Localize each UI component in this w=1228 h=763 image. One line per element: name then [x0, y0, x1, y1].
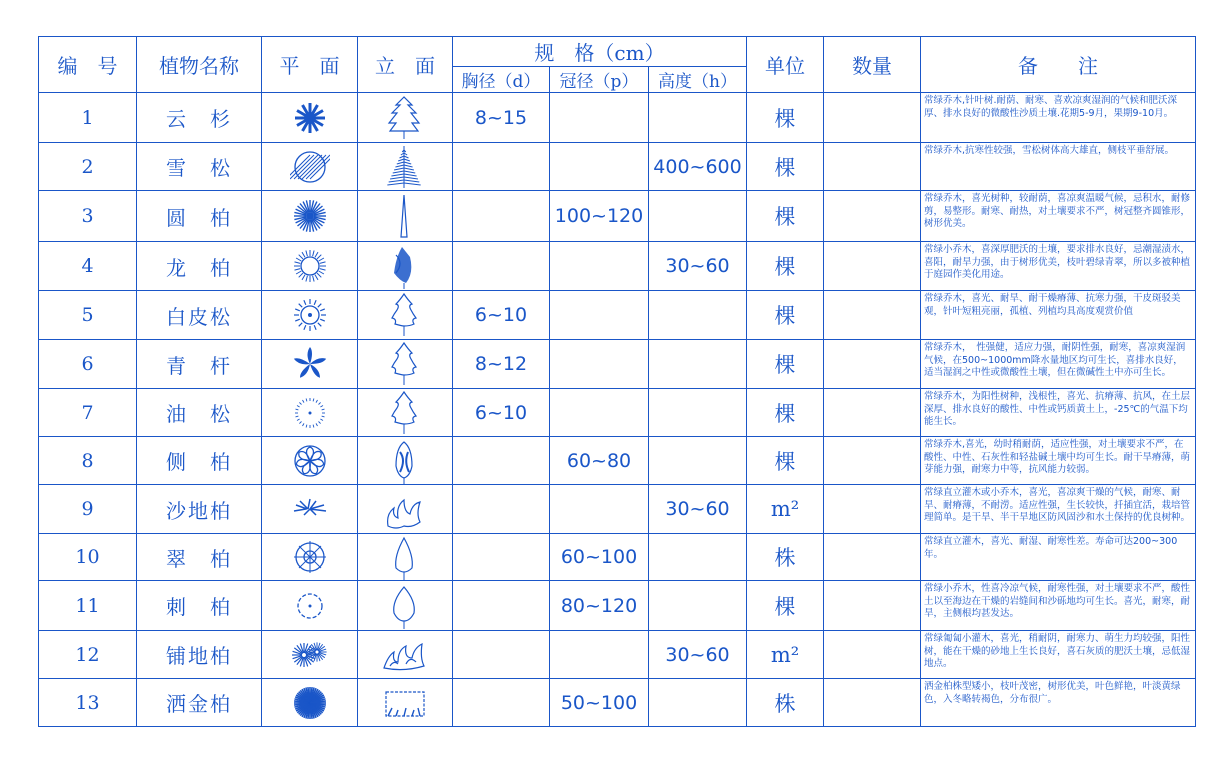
height-value	[649, 679, 747, 727]
height-value	[649, 340, 747, 389]
plant-name: 洒金柏	[137, 679, 262, 727]
row-number: 11	[39, 581, 137, 631]
header-code: 编 号	[39, 37, 137, 93]
elevation-symbol	[358, 191, 453, 242]
header-remark: 备 注	[921, 37, 1196, 93]
pinwheel-icon	[262, 344, 357, 384]
plan-symbol	[262, 93, 358, 143]
unit-value: 株	[747, 679, 824, 727]
dbh-value	[453, 631, 550, 679]
plan-symbol	[262, 191, 358, 242]
quantity-value	[824, 291, 921, 340]
fir-outline-icon	[358, 341, 452, 387]
dbh-value	[453, 485, 550, 534]
quantity-value	[824, 581, 921, 631]
hatched-circle-icon	[262, 147, 357, 187]
pine-sketch-icon	[358, 390, 452, 436]
oval-crown-icon	[358, 583, 452, 629]
unit-value: 棵	[747, 191, 824, 242]
header-spec: 规 格（cm）	[453, 37, 747, 67]
spiky-circle-icon	[262, 246, 357, 286]
unit-value: 棵	[747, 340, 824, 389]
unit-value: 棵	[747, 437, 824, 485]
spruce-tree-icon	[358, 95, 452, 141]
crown-value: 80~120	[550, 581, 649, 631]
dbh-value: 8~15	[453, 93, 550, 143]
crown-value: 60~80	[550, 437, 649, 485]
dbh-value	[453, 242, 550, 291]
height-value	[649, 389, 747, 437]
crown-value: 60~100	[550, 534, 649, 581]
remark-text: 常绿乔木,抗寒性较强，雪松树体高大雄直，侧枝平垂舒展。	[921, 143, 1196, 191]
row-number: 3	[39, 191, 137, 242]
table-row	[39, 242, 1196, 291]
plan-symbol	[262, 437, 358, 485]
unit-value: 棵	[747, 143, 824, 191]
quantity-value	[824, 340, 921, 389]
table-row	[39, 581, 1196, 631]
flower-circle-icon	[262, 441, 357, 481]
plan-symbol	[262, 679, 358, 727]
height-value	[649, 191, 747, 242]
ring-star-icon	[262, 295, 357, 335]
header-dbh: 胸径（d）	[453, 67, 550, 93]
row-number: 2	[39, 143, 137, 191]
quantity-value	[824, 679, 921, 727]
plant-name: 刺 柏	[137, 581, 262, 631]
quantity-value	[824, 437, 921, 485]
crown-value	[550, 389, 649, 437]
elevation-symbol	[358, 581, 453, 631]
height-value: 30~60	[649, 631, 747, 679]
table-row	[39, 291, 1196, 340]
remark-text: 洒金柏株型矮小，枝叶茂密，树形优美，叶色鲜艳，叶淡黄绿色，入冬略转褐色，分布很广。	[921, 679, 1196, 727]
dotted-circle-icon	[262, 393, 357, 433]
height-value: 400~600	[649, 143, 747, 191]
dbh-value: 6~10	[453, 389, 550, 437]
height-value	[649, 581, 747, 631]
plan-symbol	[262, 143, 358, 191]
table-row	[39, 340, 1196, 389]
plant-name: 云 杉	[137, 93, 262, 143]
elevation-symbol	[358, 679, 453, 727]
elevation-symbol	[358, 242, 453, 291]
arborvitae-icon	[358, 438, 452, 484]
header-crown: 冠径（p）	[550, 67, 649, 93]
dbh-value	[453, 679, 550, 727]
remark-text: 常绿乔木，喜光、耐旱、耐干燥瘠薄、抗寒力强，干皮斑驳美观，针叶短粗亮丽，孤植、列植均具高度观赏价值	[921, 291, 1196, 340]
double-burst-icon	[262, 635, 357, 675]
header-name: 植物名称	[137, 37, 262, 93]
crosshair-circle-icon	[262, 537, 357, 577]
crown-value	[550, 143, 649, 191]
dbh-value	[453, 191, 550, 242]
row-number: 6	[39, 340, 137, 389]
height-value	[649, 534, 747, 581]
remark-text: 常绿小乔木，性喜冷凉气候，耐寒性强，对土壤要求不严，酸性土以至海边在干燥的岩缝间和沙砾地均可生长。喜光，耐寒，耐旱，主侧根均甚发达。	[921, 581, 1196, 631]
crown-value	[550, 93, 649, 143]
row-number: 1	[39, 93, 137, 143]
elevation-symbol	[358, 534, 453, 581]
header-unit: 单位	[747, 37, 824, 93]
elevation-symbol	[358, 631, 453, 679]
dbh-value	[453, 143, 550, 191]
quantity-value	[824, 631, 921, 679]
row-number: 12	[39, 631, 137, 679]
plant-schedule	[38, 36, 1195, 727]
plan-symbol	[262, 581, 358, 631]
plant-name: 青 杆	[137, 340, 262, 389]
crown-value: 50~100	[550, 679, 649, 727]
row-number: 7	[39, 389, 137, 437]
elevation-symbol	[358, 291, 453, 340]
plant-name: 铺地柏	[137, 631, 262, 679]
remark-text: 常绿直立灌木，喜光、耐湿、耐寒性差。寿命可达200~300年。	[921, 534, 1196, 581]
row-number: 13	[39, 679, 137, 727]
plan-symbol	[262, 340, 358, 389]
plan-symbol	[262, 631, 358, 679]
remark-text: 常绿匍匐小灌木，喜光，稍耐阴，耐寒力、萌生力均较强，阳性树，能在干燥的砂地上生长良好，喜石灰质的肥沃土壤，忌低湿地点。	[921, 631, 1196, 679]
row-number: 4	[39, 242, 137, 291]
elevation-symbol	[358, 93, 453, 143]
table-row	[39, 191, 1196, 242]
quantity-value	[824, 143, 921, 191]
plant-name: 侧 柏	[137, 437, 262, 485]
hedge-box-icon	[358, 680, 452, 726]
table-row	[39, 679, 1196, 727]
height-value: 30~60	[649, 485, 747, 534]
quantity-value	[824, 389, 921, 437]
plant-name: 白皮松	[137, 291, 262, 340]
header-plan: 平 面	[262, 37, 358, 93]
plan-symbol	[262, 389, 358, 437]
creeping-shrub-icon	[358, 632, 452, 678]
plant-table	[38, 36, 1196, 727]
dense-burst-icon	[262, 683, 357, 723]
dbh-value: 8~12	[453, 340, 550, 389]
crown-value: 100~120	[550, 191, 649, 242]
crown-value	[550, 631, 649, 679]
row-number: 10	[39, 534, 137, 581]
quantity-value	[824, 93, 921, 143]
remark-text: 常绿乔木,针叶树.耐荫、耐寒、喜欢凉爽湿润的气候和肥沃深厚、排水良好的微酸性沙质土壤.花期5-9月，果期9-10月。	[921, 93, 1196, 143]
unit-value: 棵	[747, 389, 824, 437]
elevation-symbol	[358, 437, 453, 485]
grass-tuft-icon	[262, 489, 357, 529]
quantity-value	[824, 485, 921, 534]
dbh-value: 6~10	[453, 291, 550, 340]
height-value	[649, 93, 747, 143]
plan-symbol	[262, 291, 358, 340]
crown-value	[550, 291, 649, 340]
remark-text: 常绿直立灌木或小乔木，喜光，喜凉爽干燥的气候，耐寒、耐旱、耐瘠薄，不耐涝。适应性强，生长较快，扦插宜活，栽培管理简单。是干旱、半干旱地区防风固沙和水土保持的优良树种。	[921, 485, 1196, 534]
unit-value: 棵	[747, 93, 824, 143]
remark-text: 常绿乔木,喜光，幼时稍耐荫，适应性强，对土壤要求不严，在酸性、中性、石灰性和轻盐碱土壤中均可生长。耐干旱瘠薄，萌芽能力强，耐寒力中等，抗风能力较弱。	[921, 437, 1196, 485]
table-row	[39, 143, 1196, 191]
quantity-value	[824, 191, 921, 242]
height-value	[649, 437, 747, 485]
plant-name: 圆 柏	[137, 191, 262, 242]
height-value	[649, 291, 747, 340]
crown-value	[550, 340, 649, 389]
asterisk-icon	[262, 98, 357, 138]
dbh-value	[453, 534, 550, 581]
remark-text: 常绿小乔木，喜深厚肥沃的土壤，要求排水良好，忌潮湿渍水，喜阳，耐旱力强，由于树形优美，枝叶碧绿青翠，所以多被种植于庭园作美化用途。	[921, 242, 1196, 291]
pine-outline-icon	[358, 292, 452, 338]
shrub-flame-icon	[358, 486, 452, 532]
elevation-symbol	[358, 143, 453, 191]
quantity-value	[824, 242, 921, 291]
table-row	[39, 437, 1196, 485]
plant-name: 沙地柏	[137, 485, 262, 534]
sunburst-icon	[262, 196, 357, 236]
remark-text: 常绿乔木，喜光树种，较耐荫，喜凉爽温暖气候，忌积水，耐修剪，易整形。耐寒、耐热，对土壤要求不严，树冠整齐圆锥形，树形优美。	[921, 191, 1196, 242]
header-quantity: 数量	[824, 37, 921, 93]
dbh-value	[453, 437, 550, 485]
elevation-symbol	[358, 340, 453, 389]
plant-name: 雪 松	[137, 143, 262, 191]
table-row	[39, 534, 1196, 581]
table-row	[39, 389, 1196, 437]
row-number: 8	[39, 437, 137, 485]
narrow-crown-icon	[358, 534, 452, 580]
row-number: 5	[39, 291, 137, 340]
plan-symbol	[262, 242, 358, 291]
cedar-tree-icon	[358, 144, 452, 190]
unit-value: m²	[747, 485, 824, 534]
height-value: 30~60	[649, 242, 747, 291]
unit-value: 棵	[747, 291, 824, 340]
plan-symbol	[262, 534, 358, 581]
plant-name: 油 松	[137, 389, 262, 437]
remark-text: 常绿乔木，为阳性树种，浅根性，喜光、抗瘠薄、抗风，在土层深厚、排水良好的酸性、中性或钙质黄土上，-25℃的气温下均能生长。	[921, 389, 1196, 437]
unit-value: 株	[747, 534, 824, 581]
unit-value: m²	[747, 631, 824, 679]
table-row	[39, 485, 1196, 534]
quantity-value	[824, 534, 921, 581]
header-height: 高度（h）	[649, 67, 747, 93]
plant-name: 龙 柏	[137, 242, 262, 291]
table-row	[39, 631, 1196, 679]
twisted-cypress-icon	[358, 243, 452, 289]
row-number: 9	[39, 485, 137, 534]
unit-value: 棵	[747, 242, 824, 291]
remark-text: 常绿乔木， 性强健，适应力强，耐阴性强，耐寒，喜凉爽湿润气候，在500~1000mm降水量地区均可生长，喜排水良好，适当湿润之中性或微酸性土壤，但在微碱性土中亦可生长。	[921, 340, 1196, 389]
column-tree-icon	[358, 193, 452, 239]
crown-value	[550, 485, 649, 534]
header-elevation: 立 面	[358, 37, 453, 93]
plan-symbol	[262, 485, 358, 534]
unit-value: 棵	[747, 581, 824, 631]
elevation-symbol	[358, 485, 453, 534]
wavy-circle-icon	[262, 586, 357, 626]
elevation-symbol	[358, 389, 453, 437]
plant-name: 翠 柏	[137, 534, 262, 581]
dbh-value	[453, 581, 550, 631]
table-row	[39, 93, 1196, 143]
crown-value	[550, 242, 649, 291]
